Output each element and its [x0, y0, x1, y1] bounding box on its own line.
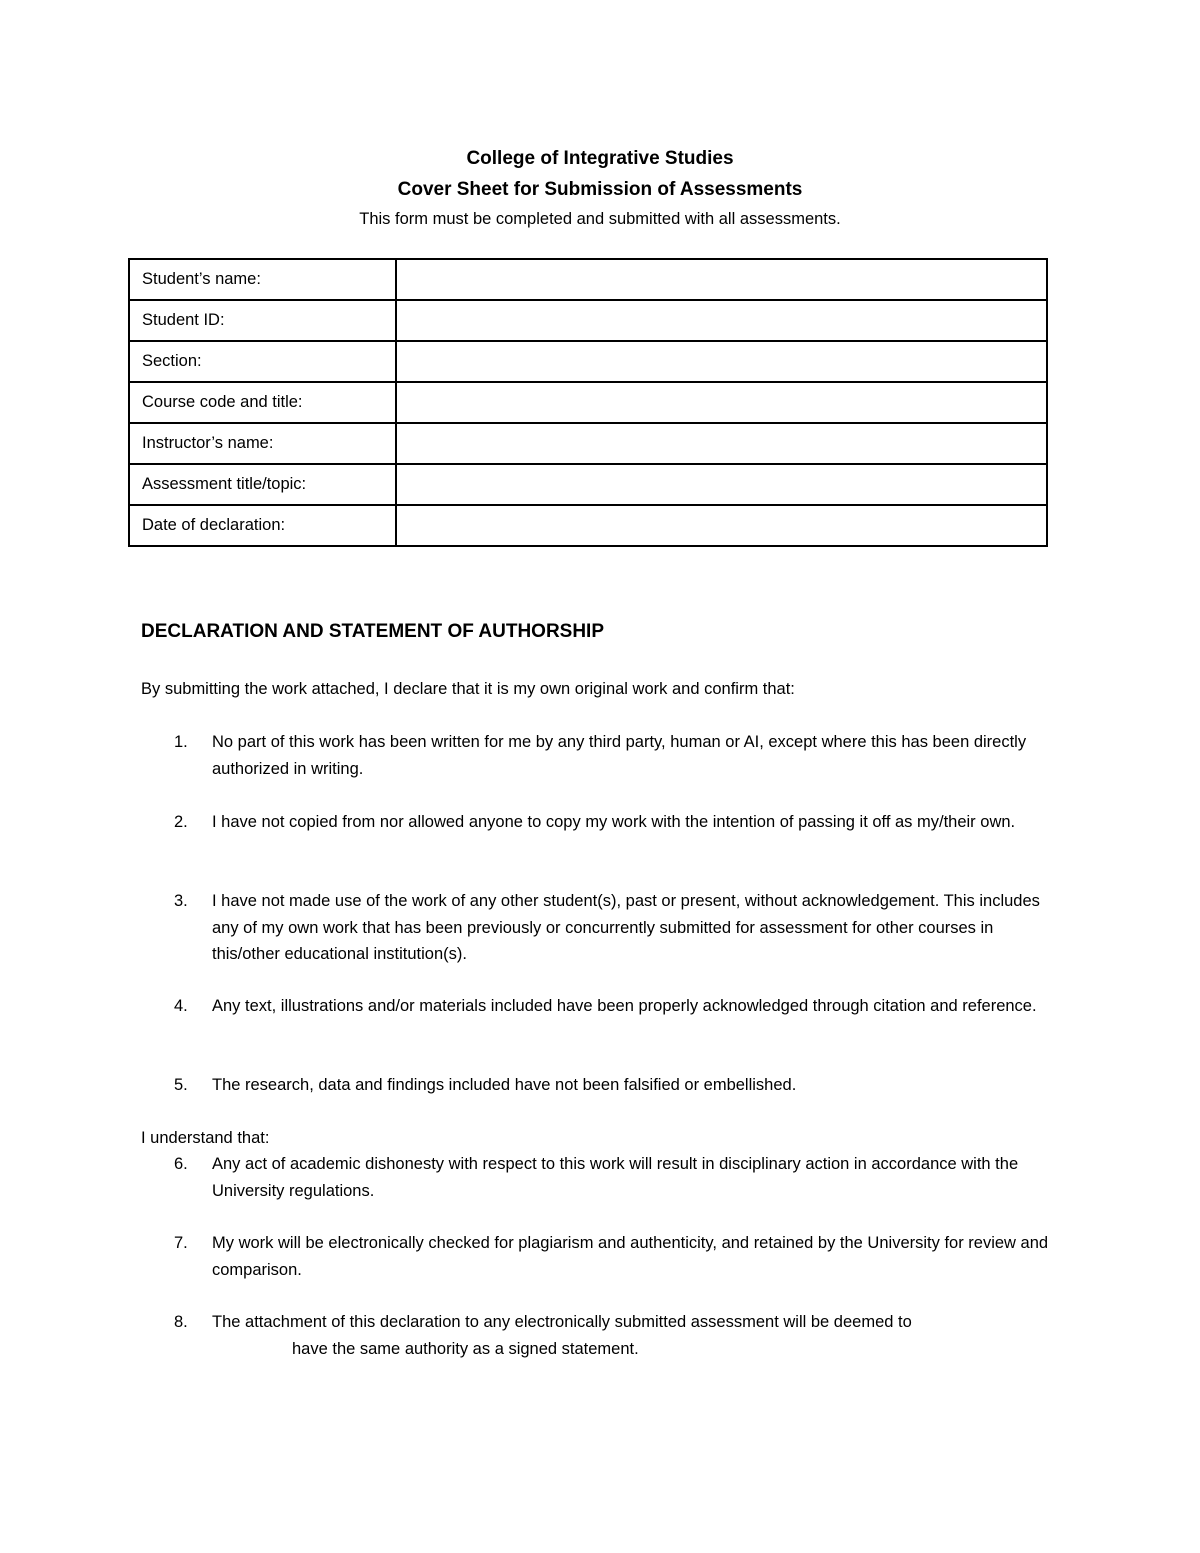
list-item [141, 993, 1071, 1020]
item-number: 6. [174, 1155, 188, 1173]
table-row [129, 382, 1047, 423]
student-id-field[interactable] [396, 300, 1047, 341]
assessment-title-field[interactable] [396, 464, 1047, 505]
list-item [141, 1072, 1071, 1099]
declaration-date-field[interactable] [396, 505, 1047, 546]
item-text: The research, data and findings included have not been falsified or embellished. [212, 1076, 797, 1094]
assessment-title-label: Assessment title/topic: [129, 464, 396, 505]
table-row [129, 341, 1047, 382]
item-text-line: The attachment of this declaration to any electronically submitted assessment will be deemed to [212, 1313, 912, 1331]
item-number: 1. [174, 733, 188, 751]
form-title: Cover Sheet for Submission of Assessments [397, 179, 803, 200]
list-item [141, 1309, 1071, 1362]
student-id-label: Student ID: [129, 300, 396, 341]
list-item [141, 888, 1071, 968]
instructor-name-label: Instructor’s name: [129, 423, 396, 464]
list-item [141, 729, 1071, 782]
table-row [129, 464, 1047, 505]
course-code-title-label: Course code and title: [129, 382, 396, 423]
list-item [141, 1230, 1071, 1283]
form-instruction: This form must be completed and submitted with all assessments. [359, 210, 841, 228]
student-info-table [128, 258, 1048, 547]
student-name-field[interactable] [396, 259, 1047, 300]
item-number: 7. [174, 1234, 188, 1252]
item-text: My work will be electronically checked for plagiarism and authenticity, and retained by the University for review and comparison. [212, 1234, 1049, 1279]
declaration-heading: DECLARATION AND STATEMENT OF AUTHORSHIP [141, 621, 605, 642]
item-text: Any text, illustrations and/or materials included have been properly acknowledged through citation and reference. [212, 997, 1037, 1015]
table-row [129, 300, 1047, 341]
item-text [212, 1309, 1057, 1362]
item-number: 8. [174, 1313, 188, 1331]
student-name-label: Student’s name: [129, 259, 396, 300]
item-text: No part of this work has been written for me by any third party, human or AI, except where this has been directly authorized in writing. [212, 733, 1027, 778]
item-number: 5. [174, 1076, 188, 1094]
item-text-line: have the same authority as a signed statement. [292, 1339, 639, 1358]
course-code-title-field[interactable] [396, 382, 1047, 423]
section-field[interactable] [396, 341, 1047, 382]
declaration-date-label: Date of declaration: [129, 505, 396, 546]
item-text: I have not made use of the work of any other student(s), past or present, without acknowledgement. This includes any of my own work that has been previously or concurrently submitted for assessment for other courses in this/other educational institution(s). [212, 892, 1040, 963]
item-number: 2. [174, 813, 188, 831]
list-item [141, 1151, 1071, 1204]
declaration-intro: By submitting the work attached, I declare that it is my own original work and confirm that: [141, 680, 795, 698]
understand-intro: I understand that: [141, 1129, 270, 1147]
item-number: 4. [174, 997, 188, 1015]
college-title: College of Integrative Studies [466, 148, 734, 169]
instructor-name-field[interactable] [396, 423, 1047, 464]
section-label: Section: [129, 341, 396, 382]
list-item [141, 809, 1071, 836]
table-row [129, 505, 1047, 546]
table-row [129, 423, 1047, 464]
item-number: 3. [174, 892, 188, 910]
table-row [129, 259, 1047, 300]
item-text: I have not copied from nor allowed anyone to copy my work with the intention of passing it off as my/their own. [212, 813, 1016, 831]
item-text: Any act of academic dishonesty with respect to this work will result in disciplinary action in accordance with the University regulations. [212, 1155, 1019, 1200]
